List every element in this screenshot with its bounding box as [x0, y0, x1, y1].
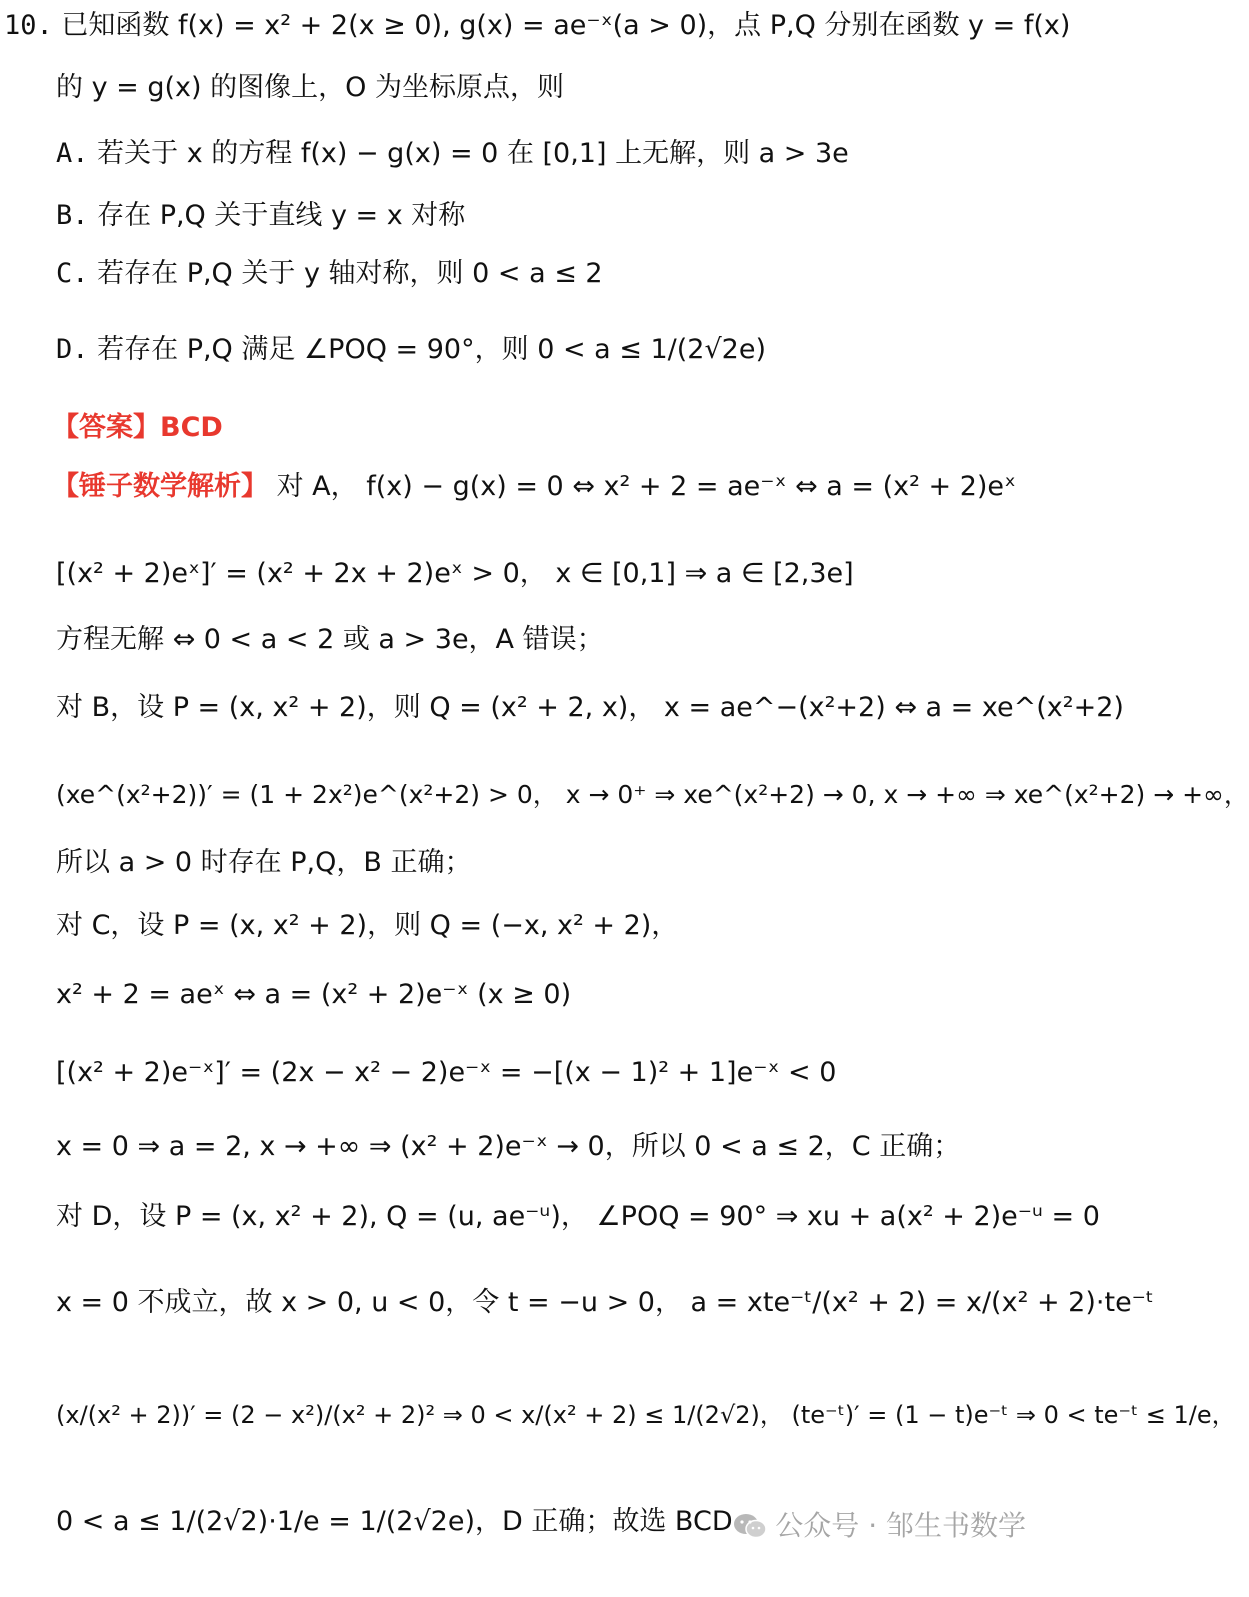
answer-value: BCD — [160, 412, 223, 443]
option-text: 若关于 x 的方程 f(x) − g(x) = 0 在 [0,1] 上无解，则 a > 3e — [97, 138, 849, 169]
option-b — [56, 196, 1080, 236]
analysis-line: 对 C，设 P = (x, x² + 2)，则 Q = (−x, x² + 2)， — [56, 910, 679, 941]
option-text: 若存在 P,Q 满足 ∠POQ = 90°，则 0 < a ≤ 1/(2√2e) — [97, 334, 767, 365]
analysis-label: 【锤子数学解析】 — [52, 471, 268, 502]
question-stem-line-1 — [4, 6, 1080, 46]
question-stem-line-2: 的 y = g(x) 的图像上，O 为坐标原点，则 — [56, 72, 564, 103]
analysis-text: 对 A， f(x) − g(x) = 0 ⇔ x² + 2 = ae⁻ˣ ⇔ a = (x² + 2)eˣ — [276, 471, 1017, 502]
option-c — [56, 254, 1080, 294]
answer-label: 【答案】 — [52, 412, 160, 443]
analysis-line — [52, 467, 1080, 507]
option-label: A. — [56, 138, 89, 169]
analysis-line: (xe^(x²+2))′ = (1 + 2x²)e^(x²+2) > 0， x → 0⁺ ⇒ xe^(x²+2) → 0, x → +∞ ⇒ xe^(x²+2) → +∞， — [56, 780, 1249, 809]
question-number: 10. — [4, 10, 53, 41]
option-text: 存在 P,Q 关于直线 y = x 对称 — [97, 200, 466, 231]
analysis-line: 方程无解 ⇔ 0 < a < 2 或 a > 3e，A 错误； — [56, 624, 604, 655]
analysis-line: 所以 a > 0 时存在 P,Q，B 正确； — [56, 847, 472, 878]
analysis-line: 0 < a ≤ 1/(2√2)·1/e = 1/(2√2e)，D 正确；故选 BCD — [56, 1506, 733, 1537]
analysis-line: [(x² + 2)eˣ]′ = (x² + 2x + 2)eˣ > 0， x ∈ [0,1] ⇒ a ∈ [2,3e] — [56, 558, 854, 589]
analysis-line: x = 0 不成立，故 x > 0, u < 0，令 t = −u > 0， a = xte⁻ᵗ/(x² + 2) = x/(x² + 2)·te⁻ᵗ — [56, 1287, 1154, 1318]
analysis-line: [(x² + 2)e⁻ˣ]′ = (2x − x² − 2)e⁻ˣ = −[(x − 1)² + 1]e⁻ˣ < 0 — [56, 1057, 837, 1088]
answer-line — [52, 408, 1080, 448]
option-label: C. — [56, 258, 89, 289]
question-stem-text-1: 已知函数 f(x) = x² + 2(x ≥ 0), g(x) = ae⁻ˣ(a > 0)，点 P,Q 分别在函数 y = f(x) — [61, 10, 1071, 41]
analysis-line: x² + 2 = aeˣ ⇔ a = (x² + 2)e⁻ˣ (x ≥ 0) — [56, 979, 572, 1010]
analysis-line: 对 B，设 P = (x, x² + 2)，则 Q = (x² + 2, x)， x = ae^−(x²+2) ⇔ a = xe^(x²+2) — [56, 692, 1124, 723]
option-a — [56, 134, 1080, 174]
watermark — [733, 1504, 1026, 1544]
option-d — [56, 330, 1080, 370]
option-label: D. — [56, 334, 89, 365]
option-text: 若存在 P,Q 关于 y 轴对称，则 0 < a ≤ 2 — [97, 258, 603, 289]
analysis-line: 对 D，设 P = (x, x² + 2), Q = (u, ae⁻ᵘ)， ∠POQ = 90° ⇒ xu + a(x² + 2)e⁻ᵘ = 0 — [56, 1201, 1100, 1232]
analysis-line: (x/(x² + 2))′ = (2 − x²)/(x² + 2)² ⇒ 0 < x/(x² + 2) ≤ 1/(2√2)， (te⁻ᵗ)′ = (1 − t)e⁻ᵗ ⇒ 0 < te⁻ᵗ ≤ 1/e， — [56, 1401, 1236, 1429]
option-label: B. — [56, 200, 89, 231]
watermark-text: 公众号 · 邹生书数学 — [775, 1509, 1026, 1542]
wechat-icon — [733, 1513, 767, 1539]
analysis-line: x = 0 ⇒ a = 2, x → +∞ ⇒ (x² + 2)e⁻ˣ → 0，所以 0 < a ≤ 2，C 正确； — [56, 1131, 961, 1162]
